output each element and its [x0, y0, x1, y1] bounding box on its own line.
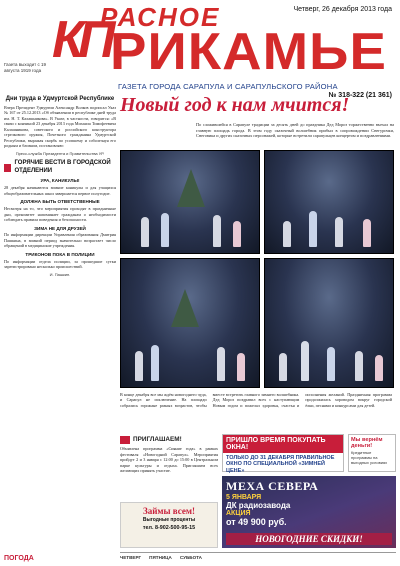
photo-stage: [264, 150, 394, 254]
ad-loans-title: Займы всем!: [142, 506, 196, 516]
tv-day: СУББОТА: [179, 555, 202, 560]
tv-program-strip: [120, 552, 396, 564]
ad-fur-sale[interactable]: [222, 476, 396, 548]
ad-fur-title: МЕХА СЕВЕРА: [226, 479, 319, 493]
story-text: По информации дирекции Управления образования Дмитрия Пашкина, в зимний период значительно возрастает число обращений в медицинские учреждения.: [4, 232, 116, 249]
founded-note: Газета выходит с 19 августа 1919 года: [4, 62, 46, 73]
ad-fur-sale-label: АКЦИЯ: [226, 510, 251, 517]
story-text: Вчера Президент Удмуртии Александр Волков подписал Указ № 167 от 25.12.2013 «Об объявлении в республике дней труда им. Н. Т. Калашникова». В Указе, в частности, говорится: «В связи с кончиной 23 декабря 2013 года Михаила Тимофеевича Калашникова, советского и российского конструктора стрелкового оружия, Почетного гражданина Удмуртской Республики, выражая скорбь по усопшему и соболезнуя его родным и близким, постановляю:: [4, 104, 116, 149]
story-title: ТРИКОНОВ ПОКА В ПОЛИЦИИ: [25, 251, 95, 257]
story-text: Несмотря на то, что мероприятия проходят в праздничные дни, оргкомитет напоминает гражданам о необходимости соблюдать правила поведения и безопасности.: [4, 206, 116, 223]
ad-fur-banner: НОВОГОДНИЕ СКИДКИ!: [226, 533, 392, 545]
left-column: [4, 92, 116, 562]
story-title: ДОЛЖНА БЫТЬ ОТВЕТСТВЕННЫЕ: [20, 199, 100, 205]
masthead-title: РИКАМЬЕ: [110, 23, 387, 81]
rubric-invite: [120, 436, 218, 444]
article-body: В конце декабря все мы ждём новогоднего чуда, и Сарапул не исключение. На площади собрались горожане разных возрастов, чтобы вместе встретить главного зимнего волшебника. Дед Мороз поздравил всех с наступающим Новым годом и пожелал здоровья, счастья и исполнения желаний. Праздничная программа продолжилась хороводом вокруг городской ёлки, песнями и конкурсами для детей.: [120, 392, 392, 408]
ad-fur-price: от 49 900 руб.: [226, 517, 287, 527]
story-signature: Пресс-служба Президента и Правительства УР.: [15, 150, 105, 156]
rubric-label: ПРИГЛАШАЕМ!: [133, 436, 182, 443]
invite-section: [120, 432, 218, 474]
story-title: Дни труда в Удмуртской Республике: [5, 96, 115, 102]
story-title: ЗИМА НЕ ДЛЯ ДРУЗЕЙ: [34, 225, 86, 231]
issue-number: № 318-322 (21 361): [328, 92, 392, 99]
tv-day: ПЯТНИЦА: [149, 555, 172, 560]
ad-windows-body: ТОЛЬКО ДО 31 ДЕКАБРЯ ПРАВИЛЬНОЕ ОКНО ПО СПЕЦИАЛЬНОЙ «ЗИМНЕЙ ЦЕНЕ»: [226, 455, 335, 474]
photo-performers: [264, 258, 394, 388]
ad-loans-sub: Выгодные проценты: [142, 517, 196, 523]
ad-credit-title: Мы вернём деньги!: [351, 437, 383, 450]
masthead-subtitle: ГАЗЕТА ГОРОДА САРАПУЛА И САРАПУЛЬСКОГО РАЙОНА: [118, 82, 338, 91]
main-photo: [120, 150, 260, 254]
logo-letters: КП: [52, 11, 110, 69]
ad-fur-date: 5 ЯНВАРЯ: [226, 494, 262, 501]
rubric-hot-news: [4, 160, 116, 176]
invite-text: Объявлена программа «Сияние года» в рамках фестиваля «Новогодний Сарапул». Мероприятия пройдут 2 и 3 января с 12:00 до 15:00 в Центральном парке культуры и отдыха. Приглашаем всех желающих принять участие.: [120, 446, 218, 474]
rubric-marker: [4, 164, 11, 172]
ad-windows-headline: ПРИШЛО ВРЕМЯ ПОКУПАТЬ ОКНА!: [223, 435, 343, 453]
ad-loans[interactable]: [120, 502, 218, 548]
story-text: 28 декабря начинаются зимние каникулы и для учащихся общеобразовательных школ завершается первое полугодие.: [4, 185, 116, 196]
story-signature: И. Пашкин.: [49, 271, 71, 277]
ad-loans-phone: тел. 8-902-500-95-15: [142, 525, 196, 531]
ad-fur-place: ДК радиозавода: [226, 501, 291, 510]
tv-day: ЧЕТВЕРГ: [120, 555, 142, 560]
rubric-marker: [120, 436, 130, 444]
ad-credit[interactable]: [348, 434, 396, 472]
ad-windows[interactable]: [222, 434, 344, 472]
story-title: УРА, КАНИКУЛЫ!: [40, 178, 80, 184]
masthead-title-top: РАСНОЕ: [100, 2, 221, 32]
story-text: По информации отдела полиции, за прошедшие сутки зарегистрировано несколько происшествий.: [4, 258, 116, 270]
ad-credit-text: Кредитные программы на выгодных условиях: [351, 450, 388, 465]
rubric-label: ГОРЯЧИЕ ВЕСТИ В ГОРОДСКОЙ ОТДЕЛЕНИИ: [14, 159, 111, 174]
lead-paragraph: По сложившейся в Сарапуле традиции за десять дней до праздника Дед Мороз торжественно въехал на главную площадь города. В этом году сказочный волшебник прибыл в сопровождении Снегурочки, Снеговика и других сказочных персонажей, которые встретили сарапульцев концертом и поздравлениями.: [196, 122, 394, 139]
weather-label: ПОГОДА: [4, 555, 34, 562]
issue-date: Четверг, 26 декабря 2013 года: [293, 6, 392, 13]
front-headline: Новый год к нам мчится!: [120, 94, 350, 116]
photo-crowd: [120, 258, 260, 388]
